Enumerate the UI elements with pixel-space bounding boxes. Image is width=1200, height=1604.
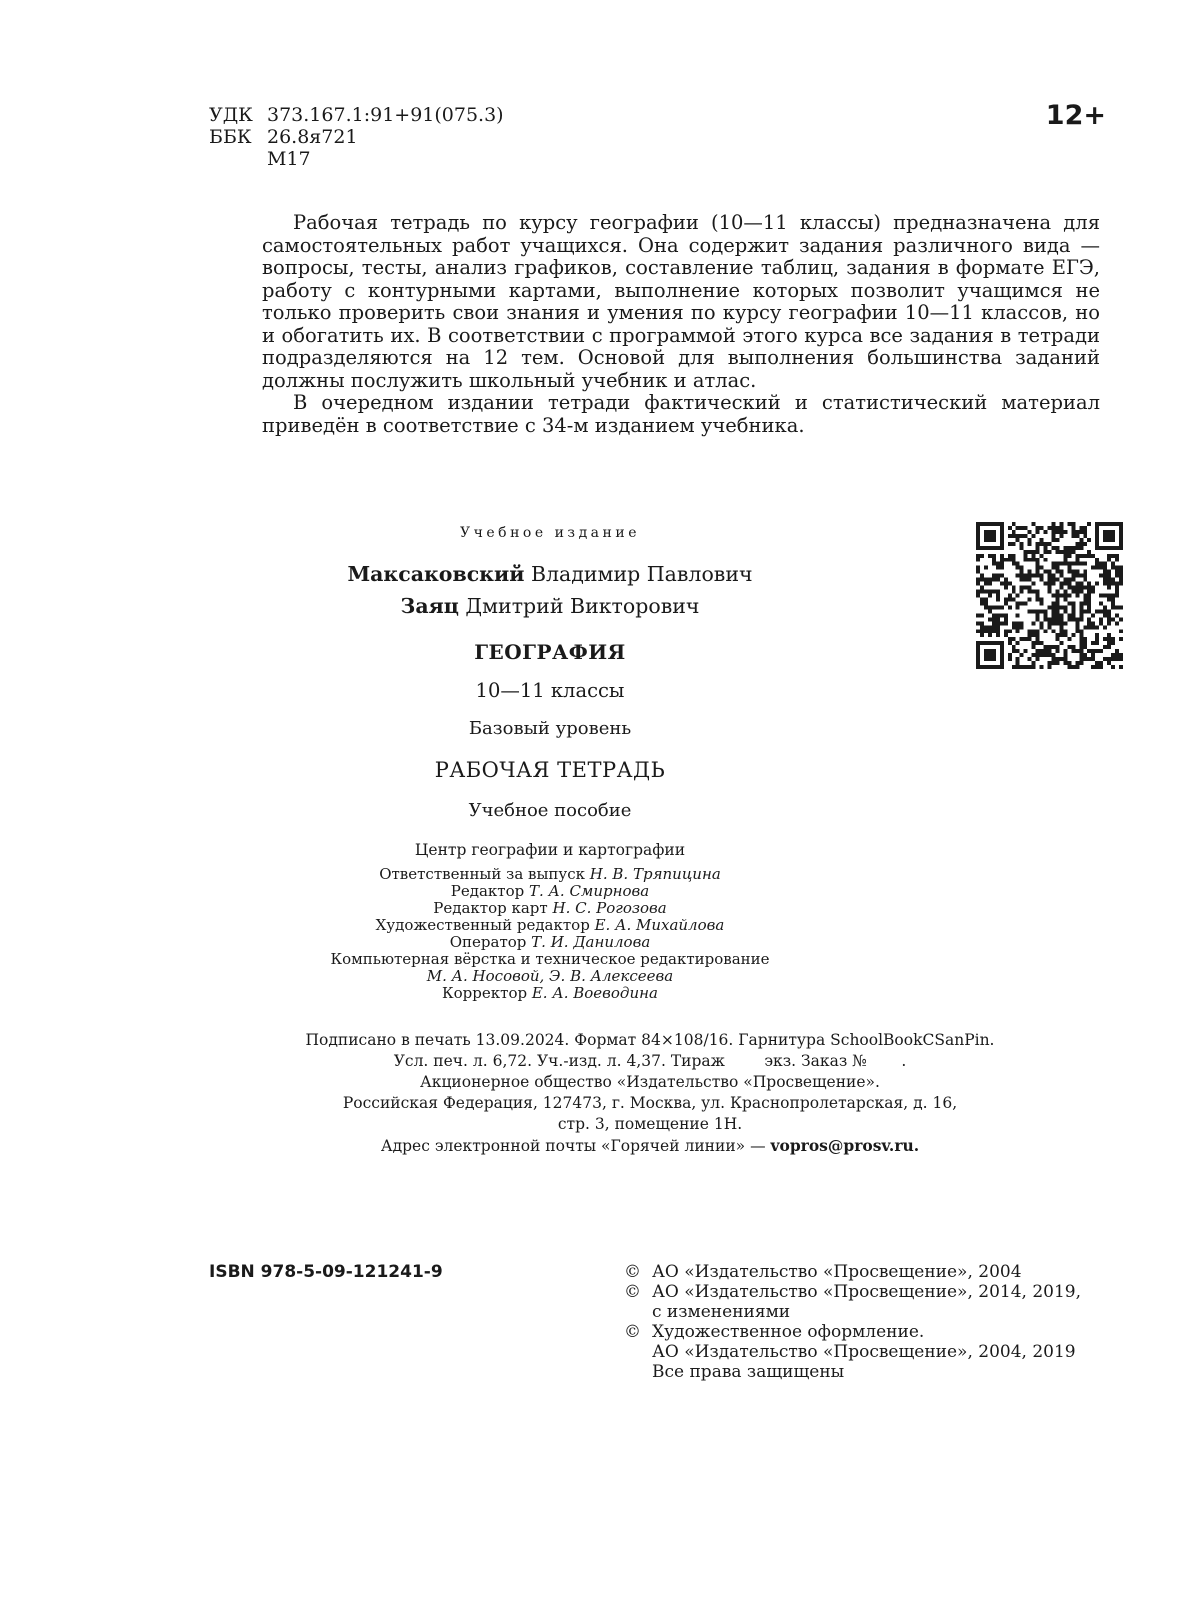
credit-name: М. А. Носовой, Э. В. Алексеева [426, 967, 674, 985]
copyright-line-3: Художественное оформление. [652, 1322, 925, 1342]
author-2 [250, 594, 850, 618]
edition-type: Учебное издание [460, 525, 640, 541]
credit-role: Редактор карт [433, 899, 548, 917]
author-2-surname: Заяц [400, 594, 459, 618]
imprint-line-5: стр. 3, помещение 1Н. [557, 1115, 743, 1133]
imprint-line-1: Подписано в печать 13.09.2024. Формат 84×108/16. Гарнитура SchoolBookCSanPin. [305, 1031, 995, 1049]
author-1 [250, 562, 850, 586]
udk-key: УДК [209, 104, 253, 126]
abstract [262, 212, 1100, 437]
copyright-line-2b: с изменениями [652, 1302, 791, 1322]
catalog-codes [209, 104, 504, 170]
imprint-line-4: Российская Федерация, 127473, г. Москва, ул. Краснопролетарская, д. 16, [342, 1094, 958, 1112]
imprint-line-6 [220, 1135, 1080, 1157]
credit-row [250, 917, 850, 934]
author-1-given: Владимир Павлович [530, 562, 753, 586]
credits [250, 866, 850, 1002]
credit-role: Художественный редактор [375, 916, 590, 934]
hotline-email[interactable]: vopros@prosv.ru. [770, 1136, 920, 1155]
manual-type: Учебное пособие [468, 800, 632, 821]
workbook-label: РАБОЧАЯ ТЕТРАДЬ [434, 758, 666, 782]
age-rating: 12+ [1045, 100, 1106, 131]
credit-name: Т. И. Данилова [531, 933, 651, 951]
abstract-paragraph-2: В очередном издании тетради фактический и статистический материал приведён в соответствие с 34-м изданием учебника. [262, 391, 1100, 437]
bbk-row [209, 126, 504, 148]
credit-name: Е. А. Воеводина [531, 984, 658, 1002]
author-mark: М17 [267, 148, 311, 170]
imprint-line-2: Усл. печ. л. 6,72. Уч.-изд. л. 4,37. Тираж экз. Заказ № . [393, 1052, 907, 1070]
credit-row [250, 934, 850, 951]
imprint-line-3: Акционерное общество «Издательство «Просвещение». [420, 1073, 880, 1091]
grades: 10—11 классы [475, 679, 625, 702]
bbk-key: ББК [209, 126, 252, 148]
credit-name: Н. В. Тряпицина [589, 865, 721, 883]
hotline-label: Адрес электронной почты «Горячей линии» — [380, 1137, 771, 1155]
credit-row [250, 985, 850, 1002]
qr-code-graphic [976, 522, 1123, 669]
copyright-line-2: АО «Издательство «Просвещение», 2014, 2019, [652, 1282, 1082, 1302]
abstract-paragraph-1: Рабочая тетрадь по курсу географии (10—11 классы) предназначена для самостоятельных работ учащихся. Она содержит задания различного вида — вопросы, тесты, анализ графиков, составление таблиц, задания в формате ЕГЭ, работу с контурными картами, выполнение которых позволит учащимся не только проверить свои знания и умения по курсу географии 10—11 классов, но и обогатить их. В соответствии с программой этого курса все задания в тетради подразделяются на 12 тем. Основой для выполнения большинства заданий должны послужить школьный учебник и атлас. [262, 211, 1100, 392]
credit-role: Редактор [450, 882, 525, 900]
qr-modules [976, 522, 1123, 669]
credit-row [250, 900, 850, 917]
qr-code-icon [976, 522, 1123, 669]
level: Базовый уровень [468, 718, 632, 739]
book-title: ГЕОГРАФИЯ [474, 640, 626, 664]
imprint [220, 1030, 1080, 1157]
center-name: Центр географии и картографии [414, 841, 686, 859]
copyright-symbol: © [624, 1282, 641, 1302]
udk-value: 373.167.1:91+91(075.3) [267, 104, 504, 126]
copyright-line-3b: АО «Издательство «Просвещение», 2004, 2019 [652, 1342, 1076, 1362]
copyright-block [624, 1262, 1081, 1382]
credit-row [250, 866, 850, 883]
udk-row [209, 104, 504, 126]
credit-row [250, 951, 850, 968]
author-mark-row [209, 148, 504, 170]
copyright-symbol: © [624, 1262, 641, 1282]
copyright-line-1: АО «Издательство «Просвещение», 2004 [652, 1262, 1022, 1282]
credit-name: Н. С. Рогозова [552, 899, 667, 917]
credit-row [250, 883, 850, 900]
author-2-given: Дмитрий Викторович [465, 594, 700, 618]
credit-role: Компьютерная вёрстка и техническое редактирование [330, 950, 770, 968]
credit-name: Е. А. Михайлова [594, 916, 725, 934]
credit-role: Ответственный за выпуск [379, 865, 586, 883]
credit-role: Оператор [449, 933, 527, 951]
credit-name: Т. А. Смирнова [529, 882, 650, 900]
credit-role: Корректор [442, 984, 528, 1002]
copyright-line-3c: Все права защищены [652, 1362, 845, 1382]
copyright-symbol: © [624, 1322, 641, 1342]
bbk-value: 26.8я721 [267, 126, 358, 148]
author-1-surname: Максаковский [347, 562, 525, 586]
isbn: ISBN 978-5-09-121241-9 [209, 1262, 443, 1282]
credit-row [250, 968, 850, 985]
